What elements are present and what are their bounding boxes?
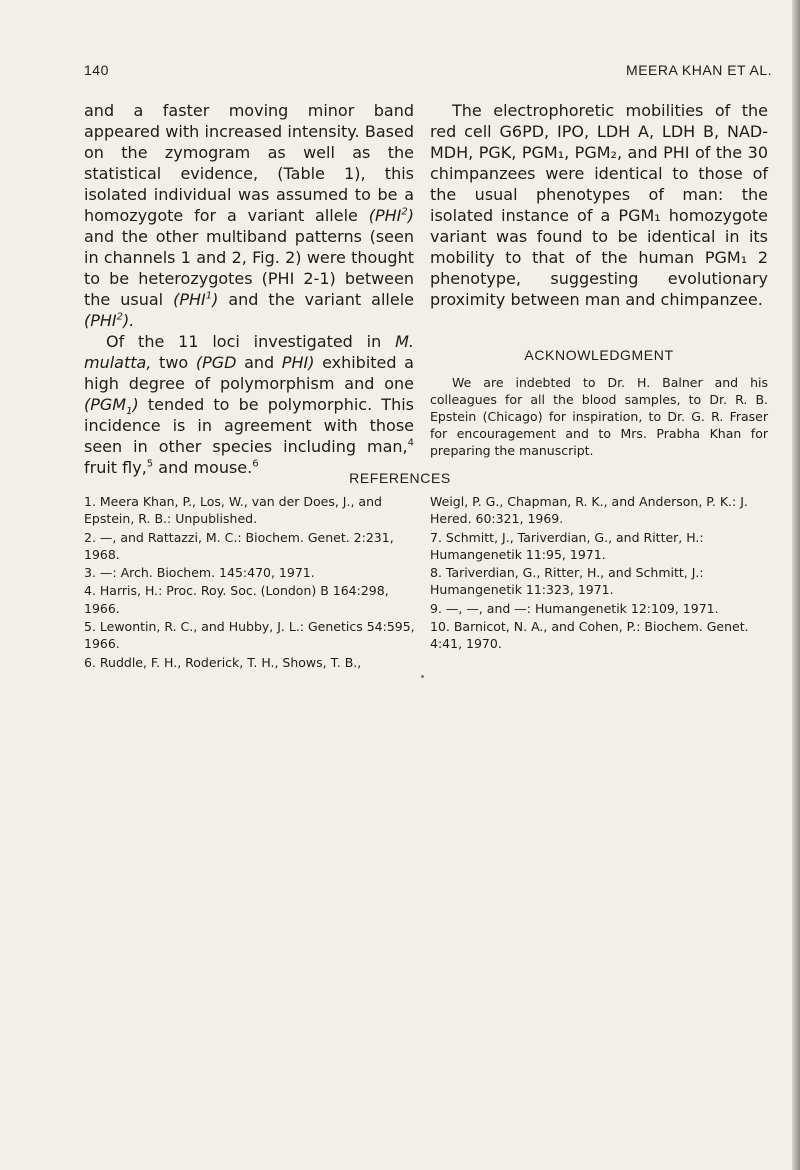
paragraph-chimpanzee: The electrophoretic mobilities of the red cell G6PD, IPO, LDH A, LDH B, NAD-MDH, PGK, PGM₁, PGM₂, and PHI of the 30 chimpanzees were identical to those of the usual phenotypes of man: the isolated instance of a PGM₁ homozygote variant was found to be identical in its mobility to that of the human PGM₁ 2 phenotype, suggesting evolutionary proximity between man and chimpanzee. — [430, 101, 768, 309]
citation-4: 4 — [407, 437, 414, 449]
reference-item: 8. Tariverdian, G., Ritter, H., and Schmitt, J.: Humangenetik 11:323, 1971. — [430, 565, 704, 598]
paragraph-continuation: and a faster moving minor band appeared with increased intensity. Based on the zymogram as well as the statistical evidence, (Table 1), this isolated individual was assumed to be a homozygote for a variant allele (PHI$^2$) and the other multiband patterns (seen in channels 1 and 2, Fig. 2) were thought to be heterozygotes (PHI 2-1) between the usual (PHI$^1$) and the variant allele (PHI$^2$). — [84, 101, 414, 330]
acknowledgment-text: We are indebted to Dr. H. Balner and his colleagues for all the blood samples, to Dr. R. B. Epstein (Chicago) for inspiration, to Dr. G. R. Fraser for encouragement and to Mrs. Prabha Khan for preparing the manuscript. — [430, 375, 768, 458]
right-column — [430, 100, 768, 459]
citation-5: 5 — [146, 458, 154, 470]
reference-item: 7. Schmitt, J., Tariverdian, G., and Ritter, H.: Humangenetik 11:95, 1971. — [430, 529, 704, 562]
reference-item: 9. —, —, and —: Humangenetik 12:109, 1971. — [430, 600, 719, 616]
acknowledgment-heading: ACKNOWLEDGMENT — [524, 347, 674, 363]
left-column — [84, 100, 414, 478]
references-right-column — [430, 493, 768, 654]
references-left-column — [84, 493, 419, 672]
reference-item: Weigl, P. G., Chapman, R. K., and Anderson, P. K.: J. Hered. 60:321, 1969. — [430, 494, 748, 527]
reference-item: 5. Lewontin, R. C., and Hubby, J. L.: Genetics 54:595, 1966. — [84, 619, 415, 652]
citation-6: 6 — [252, 458, 259, 470]
paragraph-polymorphism: Of the 11 loci investigated in M. mulatta, two (PGD and PHI) exhibited a high degree of polymorphism and one $(PGM_1)$ tended to be polymorphic. This incidence is in agreement with those seen in other species including man,$^4$ fruit fly,$^5$ and mouse.$^6$ — [84, 332, 414, 477]
reference-item: 2. —, and Rattazzi, M. C.: Biochem. Genet. 2:231, 1968. — [84, 529, 394, 562]
references-heading: REFERENCES — [349, 470, 451, 486]
reference-item: 10. Barnicot, N. A., and Cohen, P.: Biochem. Genet. 4:41, 1970. — [430, 619, 749, 652]
reference-item: 3. —: Arch. Biochem. 145:470, 1971. — [84, 565, 315, 581]
page-edge-shadow — [792, 0, 800, 1170]
reference-item: 4. Harris, H.: Proc. Roy. Soc. (London) B 164:298, 1966. — [84, 583, 389, 616]
running-head: MEERA KHAN ET AL. — [626, 62, 772, 78]
reference-item: 1. Meera Khan, P., Los, W., van der Does, J., and Epstein, R. B.: Unpublished. — [84, 494, 382, 527]
page-number: 140 — [84, 62, 109, 78]
reference-item: 6. Ruddle, F. H., Roderick, T. H., Shows, T. B., — [84, 654, 362, 670]
print-speck — [421, 675, 424, 678]
